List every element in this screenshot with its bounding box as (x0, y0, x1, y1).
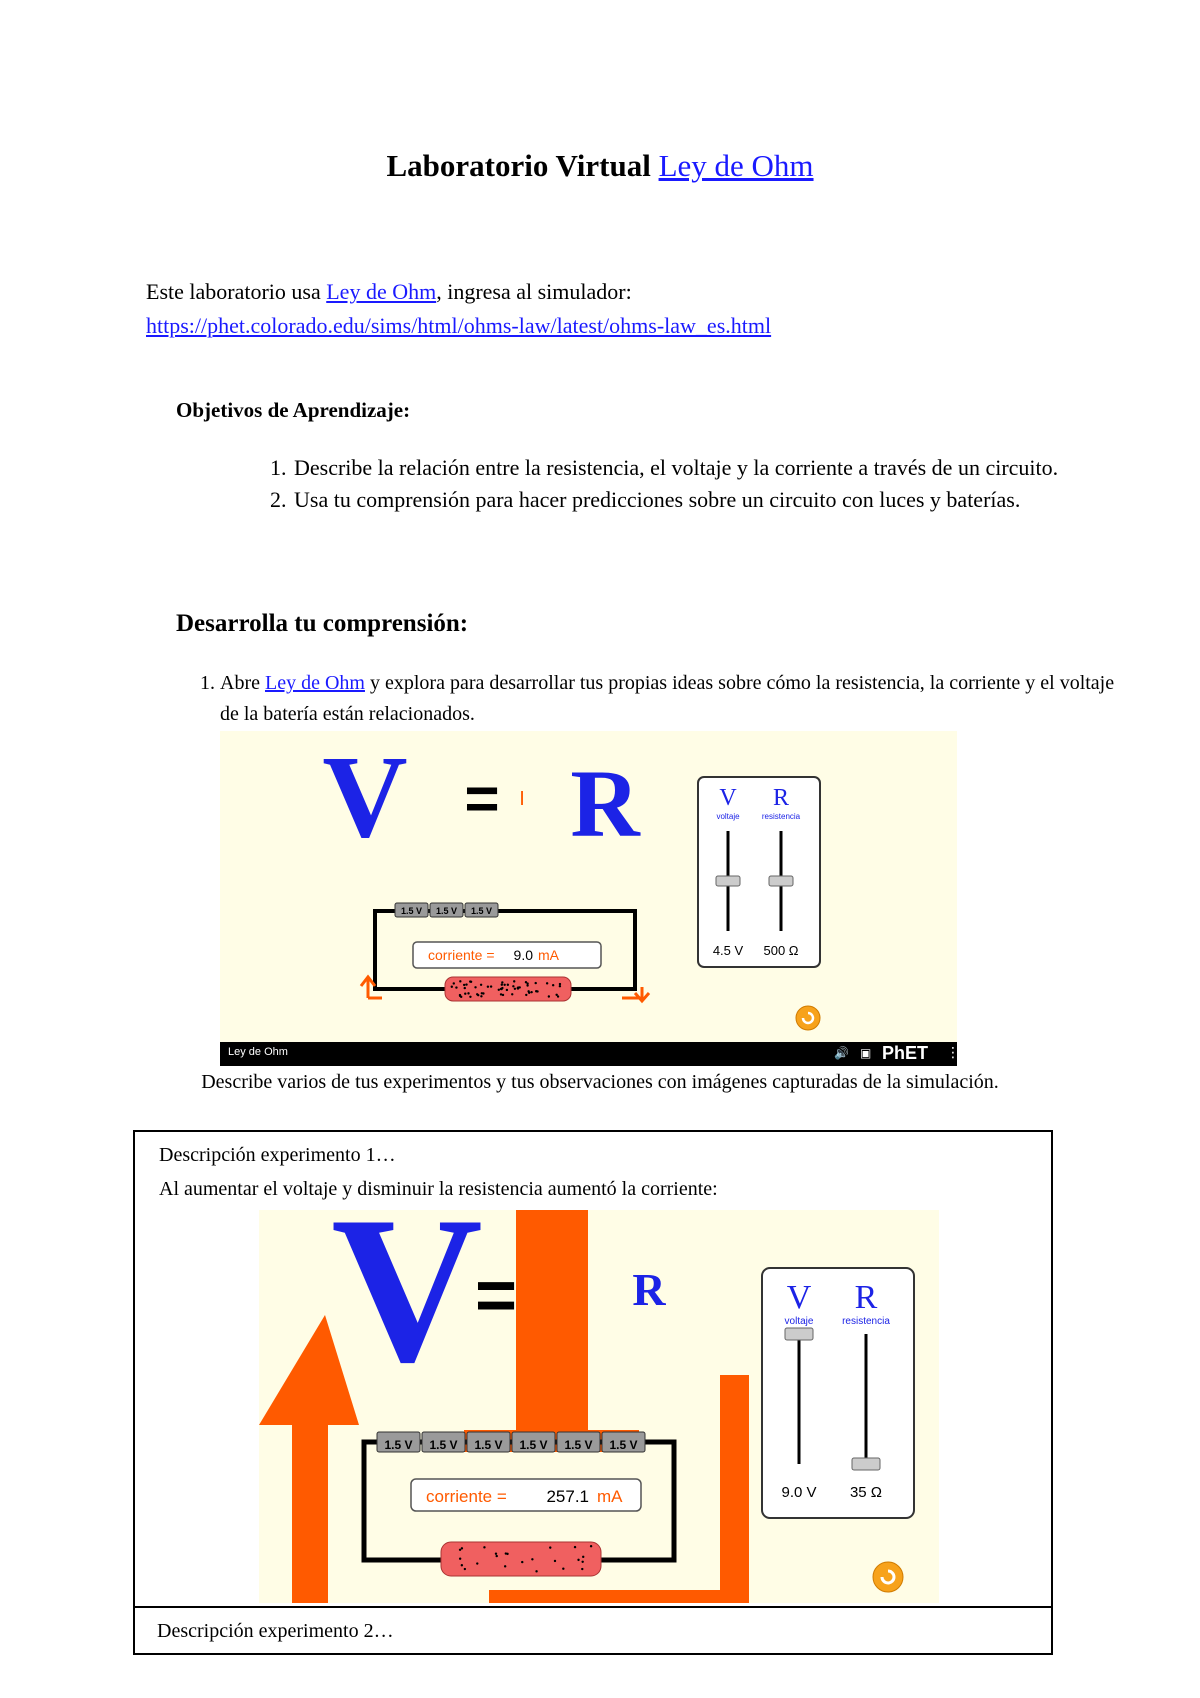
resistor-dot (548, 995, 550, 997)
resistor-dot (506, 989, 508, 991)
resistor-dot (552, 984, 554, 986)
objective-item-1: 1. Describe la relación entre la resistencia, el voltaje y la corriente a través de un circuito. (292, 452, 1122, 484)
resistor-dot (496, 1555, 498, 1557)
resistor-dot (455, 986, 457, 988)
resistor-dot (459, 1557, 461, 1559)
resistor-dot (530, 991, 532, 993)
sim2-current-unit: mA (597, 1487, 623, 1506)
step1-suffix: y explora para desarrollar tus propias ideas sobre cómo la resistencia, la corriente y el voltaje de la batería están relacionados. (220, 672, 1115, 725)
sim2-slider-r-thumb[interactable] (852, 1458, 880, 1470)
sim1-current-unit: mA (538, 947, 559, 963)
simulator-url-link[interactable]: https://phet.colorado.edu/sims/html/ohms-law/latest/ohms-law_es.html (146, 313, 772, 338)
sim2-battery-label: 1.5 V (474, 1438, 503, 1452)
resistor-dot (526, 984, 528, 986)
experiment1-text: Al aumentar el voltaje y disminuir la resistencia aumentó la corriente: (159, 1178, 718, 1200)
resistor-dot (512, 985, 514, 987)
sim2-eq-equals: = (474, 1256, 518, 1336)
caption-text: Describe varios de tus experimentos y tus observaciones con imágenes capturadas de la simulación. (201, 1071, 999, 1093)
resistor-dot (511, 993, 513, 995)
resistor-dot (498, 989, 500, 991)
title-link[interactable]: Ley de Ohm (658, 148, 814, 183)
resistor-dot (476, 1562, 478, 1564)
resistor-dot (464, 992, 466, 994)
sim1-slider-r-value: 500 Ω (763, 943, 799, 958)
title-text: Laboratorio Virtual (386, 148, 651, 183)
phet-logo[interactable]: PhET (882, 1043, 929, 1063)
sim1-canvas (220, 731, 957, 1066)
resistor-dot (554, 1560, 556, 1562)
resistor-dot (480, 995, 482, 997)
sim1-battery-label: 1.5 V (400, 906, 423, 916)
resistor-dot (590, 1545, 592, 1547)
sim1-battery-label: 1.5 V (470, 906, 493, 916)
sim1-slider-r-sub: resistencia (761, 812, 801, 821)
resistor-dot (495, 1553, 497, 1555)
resistor-dot (531, 1558, 533, 1560)
resistor-dot (461, 1547, 463, 1549)
sim2-slider-v-value: 9.0 V (781, 1484, 817, 1501)
sim2-reset-icon[interactable] (873, 1562, 903, 1592)
resistor-dot (469, 996, 471, 998)
steps-list (176, 668, 1120, 730)
sim1-current-label: corriente = (428, 947, 495, 963)
resistor-dot (535, 990, 537, 992)
menu-icon[interactable]: ⋮ (946, 1045, 960, 1061)
simulation-screenshot-1 (220, 731, 960, 1066)
resistor-dot (517, 987, 519, 989)
resistor-dot (549, 1546, 551, 1548)
resistor-dot (476, 993, 478, 995)
resistor-dot (546, 982, 548, 984)
resistor-dot (521, 1561, 523, 1563)
objectives-heading: Objetivos de Aprendizaje: (176, 398, 411, 422)
resistor-dot (467, 992, 469, 994)
resistor-dot (528, 992, 530, 994)
sim1-eq-v: V (322, 731, 408, 862)
sim1-slider-v-label: V (719, 785, 737, 811)
resistor-dot (464, 987, 466, 989)
sim1-footer-title: Ley de Ohm (228, 1046, 288, 1058)
resistor-dot (464, 1568, 466, 1570)
sim2-eq-v: V (331, 1174, 483, 1406)
sim2-slider-r-value: 35 Ω (849, 1484, 883, 1501)
intro-paragraph (146, 275, 771, 343)
sim2-current-value: 257.1 (546, 1487, 589, 1506)
resistor-dot (555, 994, 557, 996)
experiment1-title: Descripción experimento 1… (159, 1144, 396, 1166)
resistor-dot (562, 1568, 564, 1570)
resistor-dot (451, 986, 453, 988)
develop-heading: Desarrolla tu comprensión: (176, 610, 469, 637)
objectives-list (248, 452, 1122, 516)
resistor-dot (535, 1570, 537, 1572)
sim1-slider-r-thumb[interactable] (769, 876, 793, 886)
resistor-dot (465, 983, 467, 985)
sim2-slider-v-thumb[interactable] (785, 1328, 813, 1340)
resistor-dot (469, 980, 471, 982)
resistor-dot (480, 984, 482, 986)
sim2-resistor (441, 1542, 601, 1576)
resistor-dot (453, 982, 455, 984)
resistor-dot (481, 992, 483, 994)
sim1-eq-r: R (570, 750, 640, 857)
step-item-1 (220, 668, 1120, 730)
experiment2-title: Descripción experimento 2… (157, 1620, 394, 1642)
resistor-dot (505, 1552, 507, 1554)
sound-icon[interactable]: 🔊 (834, 1046, 849, 1060)
resistor-dot (559, 985, 561, 987)
resistor-dot (559, 983, 561, 985)
objective-item-2: 2. Usa tu comprensión para hacer predicciones sobre un circuito con luces y baterías. (292, 484, 1122, 516)
resistor-dot (459, 980, 461, 982)
sim2-slider-panel (762, 1268, 914, 1518)
resistor-dot (577, 1559, 579, 1561)
sim1-slider-v-sub: voltaje (716, 812, 740, 821)
sim1-battery-group (395, 903, 498, 917)
step1-prefix: Abre (220, 672, 260, 694)
resistor-dot (501, 981, 503, 983)
resistor-dot (504, 1565, 506, 1567)
resistor-dot (501, 984, 503, 986)
resistor-dot (461, 1564, 463, 1566)
sim2-battery-label: 1.5 V (384, 1438, 413, 1452)
resistor-dot (503, 984, 505, 986)
resistor-dot (513, 980, 515, 982)
sim2-battery-label: 1.5 V (429, 1438, 458, 1452)
resistor-dot (514, 988, 516, 990)
sim1-slider-panel (698, 777, 820, 967)
resistor-dot (501, 987, 503, 989)
page-title (0, 148, 1200, 184)
sim2-battery-label: 1.5 V (564, 1438, 593, 1452)
sim1-resistor (445, 977, 571, 1001)
experiment2-row (133, 1606, 1053, 1655)
resistor-dot (474, 986, 476, 988)
resistor-dot (490, 985, 492, 987)
sim1-battery-label: 1.5 V (435, 906, 458, 916)
sim1-slider-v-thumb[interactable] (716, 876, 740, 886)
sim2-slider-r-sub: resistencia (842, 1316, 890, 1327)
sim2-eq-r: R (632, 1264, 666, 1315)
sim2-slider-v-label: V (786, 1279, 812, 1316)
sim2-battery-label: 1.5 V (609, 1438, 638, 1452)
sim1-slider-r-label: R (772, 785, 790, 811)
resistor-dot (574, 1546, 576, 1548)
step1-link[interactable]: Ley de Ohm (264, 672, 365, 694)
intro-suffix: , ingresa al simulador: (436, 279, 632, 304)
sim2-battery-label: 1.5 V (519, 1438, 548, 1452)
camera-icon[interactable]: ▣ (860, 1046, 872, 1060)
resistor-dot (581, 1568, 583, 1570)
sim2-current-label: corriente = (426, 1487, 507, 1506)
sim1-eq-i: I (519, 788, 525, 810)
resistor-dot (460, 996, 462, 998)
resistor-dot (483, 1546, 485, 1548)
intro-prefix: Este laboratorio usa (146, 279, 321, 304)
resistor-dot (502, 994, 504, 996)
resistor-dot (581, 1561, 583, 1563)
resistor-dot (463, 984, 465, 986)
sim1-slider-v-value: 4.5 V (712, 943, 744, 958)
sim2-eq-i-bar (516, 1210, 588, 1440)
sim1-reset-icon[interactable] (796, 1006, 820, 1030)
resistor-dot (525, 994, 527, 996)
resistor-dot (487, 986, 489, 988)
sim1-footer-bar (220, 1042, 960, 1066)
sim1-current-value: 9.0 (513, 947, 533, 963)
resistor-dot (582, 1556, 584, 1558)
resistor-dot (507, 984, 509, 986)
sim2-slider-r-label: R (854, 1279, 878, 1316)
sim2-slider-v-sub: voltaje (784, 1316, 814, 1327)
intro-link[interactable]: Ley de Ohm (326, 279, 437, 304)
resistor-dot (535, 982, 537, 984)
sim1-eq-equals: = (464, 765, 500, 832)
